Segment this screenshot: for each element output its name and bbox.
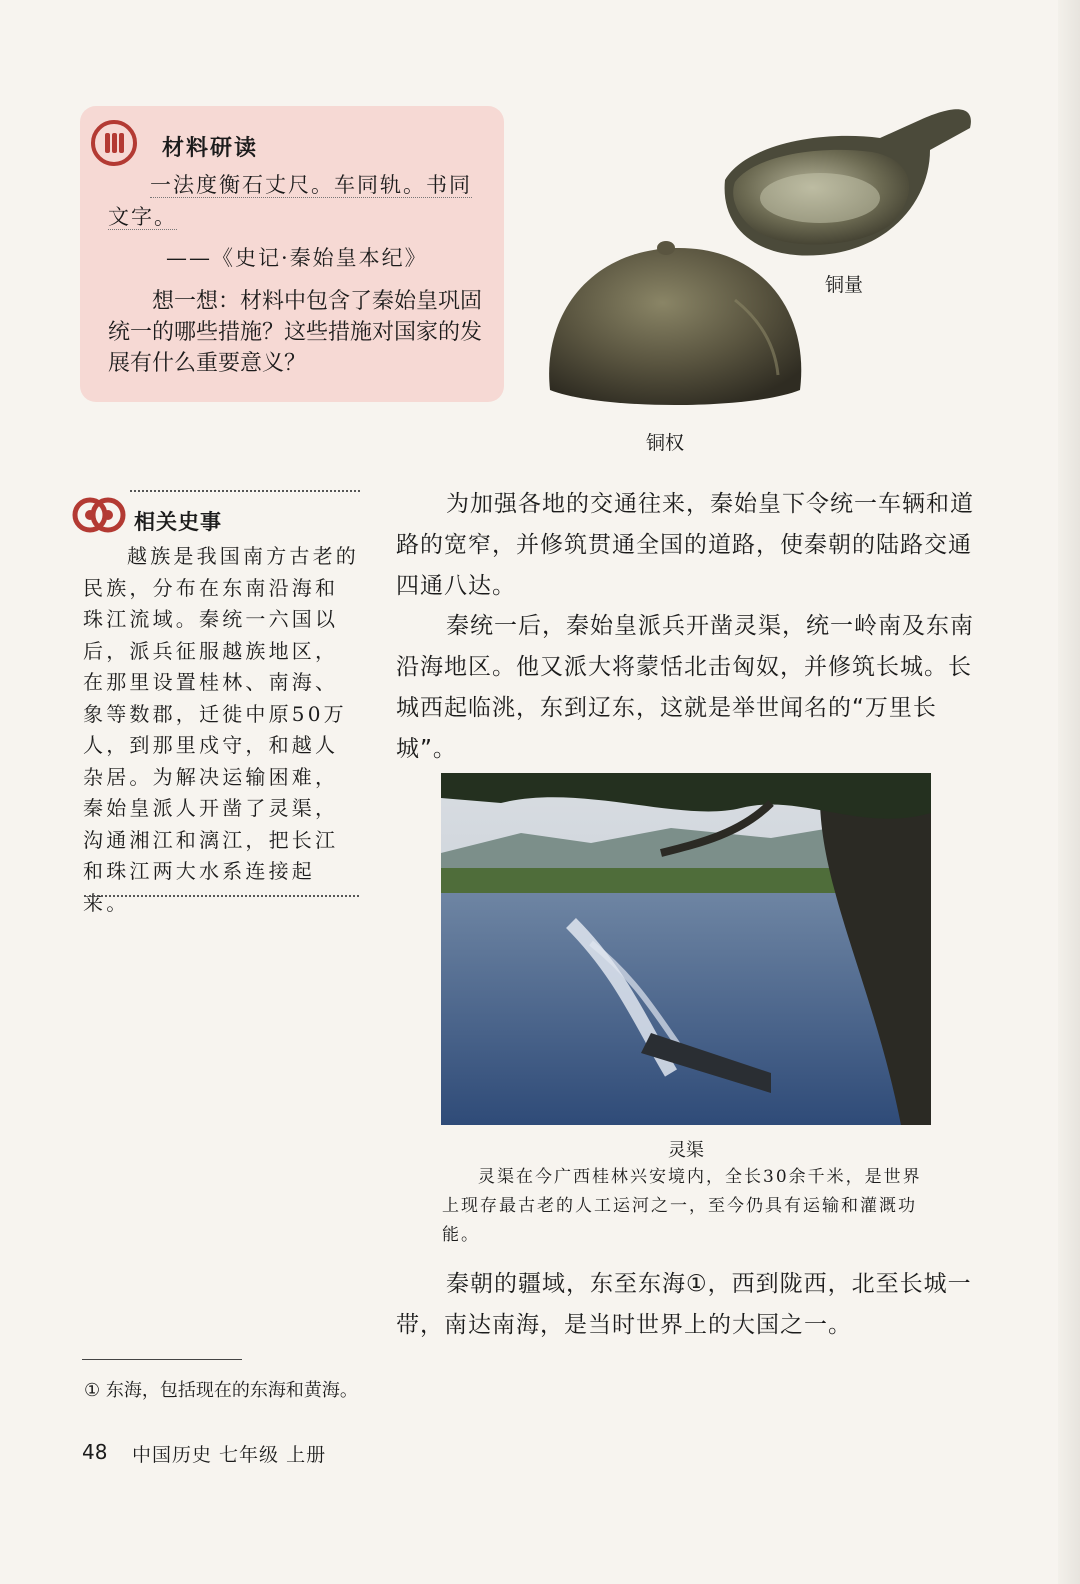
material-quote: 一法度衡石丈尺。车同轨。书同文字。 — [108, 173, 472, 229]
book-title: 中国历史 七年级 上册 — [132, 1444, 327, 1466]
bronze-artifacts-illustration — [520, 90, 990, 460]
bronze-artifacts-image — [520, 90, 990, 460]
photo-label: 灵渠 — [668, 1140, 704, 1161]
material-reading-title: 材料研读 — [162, 136, 259, 161]
bronze-measure-label: 铜量 — [825, 274, 864, 296]
material-reading-icon — [91, 120, 137, 166]
lingqu-photo — [441, 773, 931, 1125]
bronze-weight-label: 铜权 — [646, 432, 685, 454]
related-history-text: 越族是我国南方古老的民族，分布在东南沿海和珠江流域。秦统一六国以后，派兵征服越族地区，在那里设置桂林、南海、象等数郡，迁徙中原50万人，到那里戍守，和越人杂居。为解决运输困难，秦始皇派人开凿了灵渠，沟通湘江和漓江，把长江和珠江两大水系连接起来。 — [83, 544, 359, 915]
page-edge — [1058, 0, 1080, 1584]
think-question: 想一想：材料中包含了秦始皇巩固统一的哪些措施？这些措施对国家的发展有什么重要意义？ — [108, 289, 483, 376]
main-paragraph-3: 秦朝的疆域，东至东海①，西到陇西，北至长城一带，南达南海，是当时世界上的大国之一。 — [396, 1271, 972, 1338]
material-reading-box — [80, 106, 504, 402]
photo-caption: 灵渠在今广西桂林兴安境内，全长30余千米，是世界上现存最古老的人工运河之一，至今仍具有运输和灌溉功能。 — [442, 1167, 922, 1245]
page-number: 48 — [82, 1440, 108, 1464]
material-source: ——《史记·秦始皇本纪》 — [166, 246, 428, 270]
related-top-rule — [130, 490, 360, 492]
main-paragraph-1: 为加强各地的交通往来，秦始皇下令统一车辆和道路的宽窄，并修筑贯通全国的道路，使秦朝的陆路交通四通八达。 — [396, 491, 974, 599]
related-history-icon — [70, 486, 128, 544]
related-history-title: 相关史事 — [134, 510, 222, 534]
footnote-rule — [82, 1359, 242, 1360]
related-bottom-rule — [84, 895, 359, 897]
footnote: ① 东海，包括现在的东海和黄海。 — [84, 1380, 358, 1401]
main-paragraph-2: 秦统一后，秦始皇派兵开凿灵渠，统一岭南及东南沿海地区。他又派大将蒙恬北击匈奴，并修筑长城。长城西起临洮，东到辽东，这就是举世闻名的“万里长城”。 — [396, 613, 974, 762]
